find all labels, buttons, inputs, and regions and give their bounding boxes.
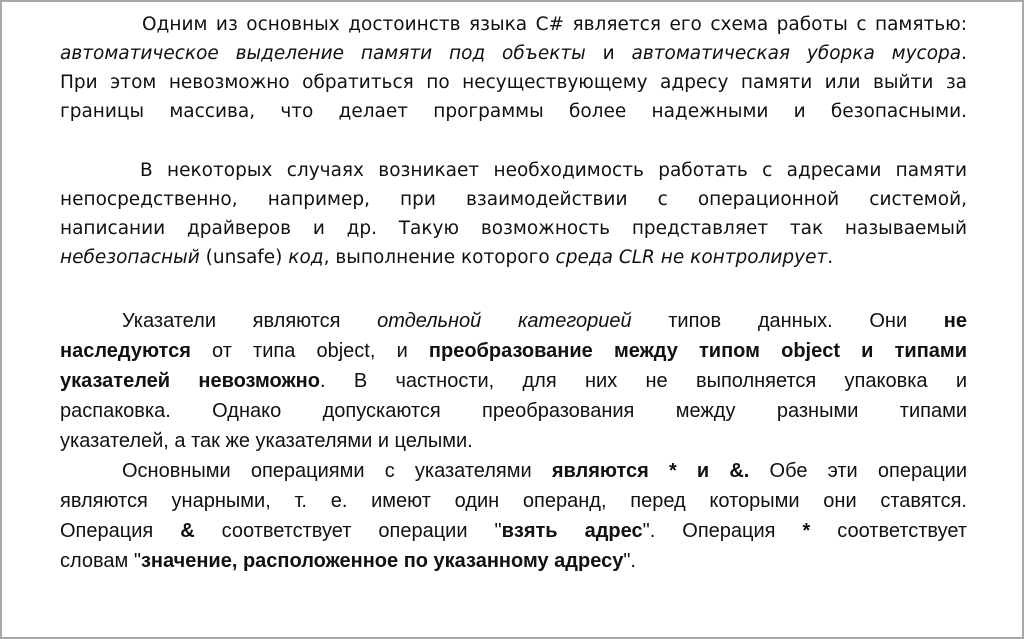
text-line — [60, 156, 967, 185]
text-line — [60, 214, 967, 243]
text-line — [60, 97, 967, 126]
text-run: соответствует — [810, 520, 967, 542]
italic-text: небезопасный — [60, 247, 200, 268]
text-line — [60, 516, 967, 546]
text-run: Указатели являются — [122, 310, 378, 332]
italic-text: отдельной категорией — [377, 310, 632, 332]
bold-text: не — [943, 310, 967, 332]
text-run: Основными операциями с указателями — [122, 460, 552, 482]
bold-text: наследуются — [60, 340, 191, 362]
paragraph-2 — [60, 156, 967, 272]
text-run: . — [961, 43, 967, 64]
text-line — [60, 426, 967, 456]
italic-text: среда CLR не контролирует — [555, 247, 828, 268]
text-run: являются унарными, т. е. имеют один операнд, перед которыми они ставятся. — [60, 490, 967, 512]
bold-text: & — [180, 520, 195, 542]
text-run: (unsafe) — [199, 247, 289, 268]
bold-text: значение, расположенное по указанному адресу — [140, 550, 624, 572]
paragraph-4 — [60, 456, 967, 576]
text-line — [60, 39, 967, 68]
text-line — [60, 243, 967, 272]
text-run: Операция — [60, 520, 181, 542]
text-run: . В частности, для них не выполняется упаковка и — [319, 370, 967, 392]
italic-text: автоматическое выделение памяти под объекты — [60, 43, 586, 64]
text-line — [60, 366, 967, 396]
paragraph-3 — [60, 306, 967, 456]
bold-text: являются * и &. — [551, 460, 750, 482]
bold-text: взять адрес — [501, 520, 643, 542]
paragraph-1 — [60, 10, 967, 126]
text-line — [60, 185, 967, 214]
text-run: соответствует операции " — [194, 520, 502, 542]
italic-text: автоматическая уборка мусора — [631, 43, 962, 64]
text-run: Одним из основных достоинств языка C# является его схема работы с памятью: — [142, 14, 967, 35]
text-run: В некоторых случаях возникает необходимость работать с адресами памяти — [140, 160, 967, 181]
text-line — [60, 68, 967, 97]
text-run: непосредственно, например, при взаимодействии с операционной системой, — [60, 189, 967, 210]
text-run: При этом невозможно обратиться по несуществующему адресу памяти или выйти за — [60, 72, 967, 93]
text-run: указателей, а так же указателями и целыми. — [60, 430, 473, 452]
text-run: границы массива, что делает программы более надежными и безопасными. — [60, 101, 967, 122]
text-run: и — [585, 43, 632, 64]
text-run: от типа object, и — [190, 340, 429, 362]
text-line — [60, 456, 967, 486]
text-line — [60, 546, 967, 576]
text-line — [60, 396, 967, 426]
text-line — [60, 10, 967, 39]
text-run: . — [827, 247, 834, 268]
text-run: написании драйверов и др. Такую возможность представляет так называемый — [60, 218, 967, 239]
text-run: ". Операция — [642, 520, 803, 542]
text-run: распаковка. Однако допускаются преобразования между разными типами — [60, 400, 967, 422]
text-line — [60, 336, 967, 366]
text-run: словам " — [60, 550, 141, 572]
italic-text: код — [288, 247, 324, 268]
bold-text: * — [802, 520, 811, 542]
text-run: ". — [623, 550, 636, 572]
text-run: , выполнение которого — [323, 247, 556, 268]
text-line — [60, 306, 967, 336]
text-run: Обе эти операции — [749, 460, 967, 482]
bold-text: преобразование между типом object и типами — [428, 340, 967, 362]
text-line — [60, 486, 967, 516]
text-run: типов данных. Они — [631, 310, 944, 332]
bold-text: указателей невозможно — [60, 370, 320, 392]
